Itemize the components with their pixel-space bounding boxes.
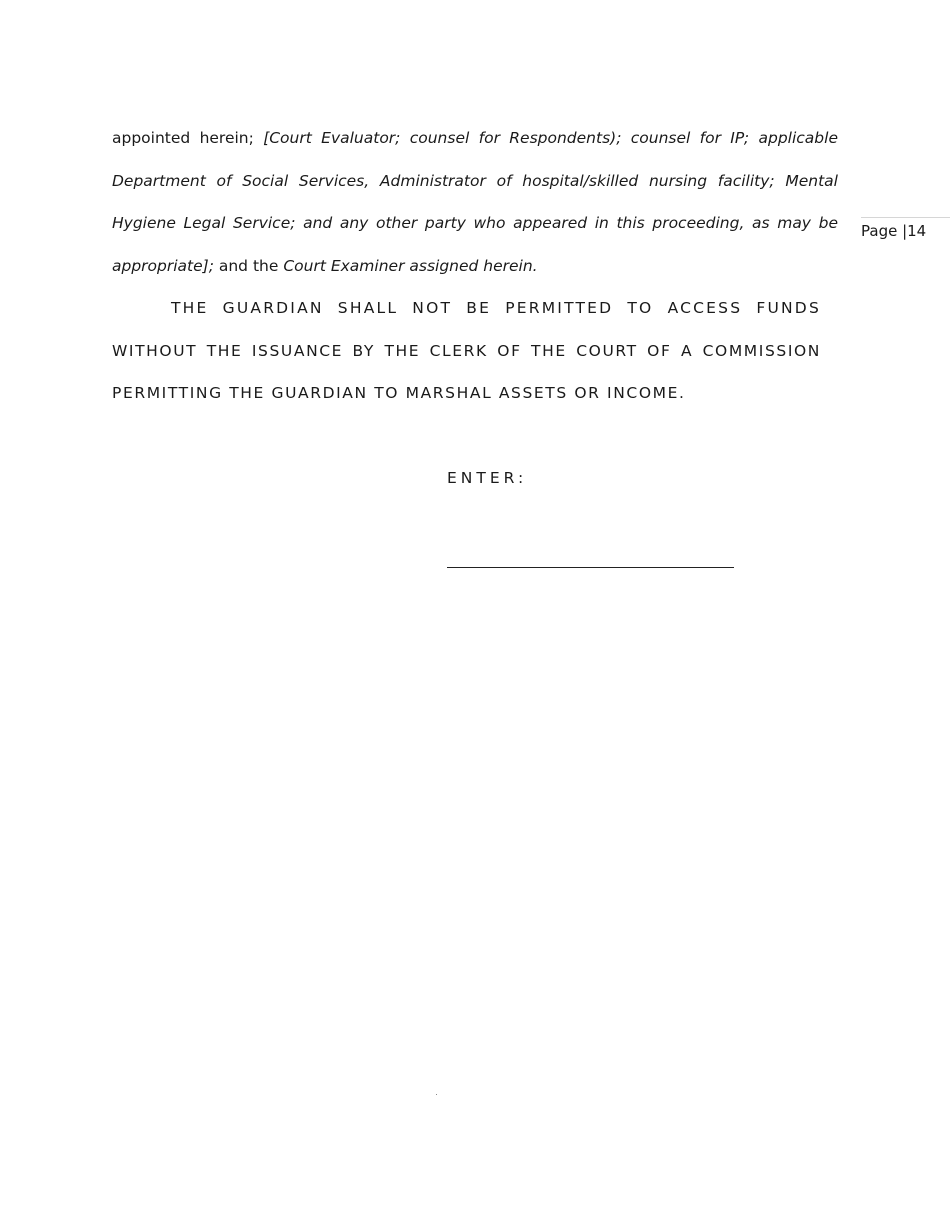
line-text-regular: appointed herein; <box>112 129 264 147</box>
line-text-italic: Court Examiner assigned herein. <box>283 257 538 275</box>
line-text-regular: and the <box>213 257 284 275</box>
page-number-divider <box>861 217 950 218</box>
paragraph-1-line-2 <box>112 171 838 191</box>
line-text-italic: Hygiene Legal Service; and any other party who appeared in this proceeding, as may be <box>112 214 838 232</box>
enter-label: ENTER: <box>447 469 528 487</box>
line-text-italic: Department of Social Services, Administrator of hospital/skilled nursing facility; Mental <box>112 172 838 190</box>
line-text-italic: [Court Evaluator; counsel for Respondents); counsel for IP; applicable <box>263 129 838 147</box>
footer-mark <box>436 1094 437 1095</box>
signature-line <box>447 567 734 568</box>
paragraph-2-line-1: THE GUARDIAN SHALL NOT BE PERMITTED TO ACCESS FUNDS <box>171 299 821 317</box>
paragraph-1-line-4 <box>112 256 838 276</box>
line-text-italic: appropriate]; <box>112 257 214 275</box>
paragraph-2-line-3: PERMITTING THE GUARDIAN TO MARSHAL ASSETS OR INCOME. <box>112 384 686 402</box>
page-number: Page |14 <box>861 222 927 240</box>
paragraph-2-line-2: WITHOUT THE ISSUANCE BY THE CLERK OF THE COURT OF A COMMISSION <box>112 342 821 360</box>
paragraph-1-line-1 <box>112 128 838 148</box>
paragraph-1-line-3 <box>112 213 838 233</box>
